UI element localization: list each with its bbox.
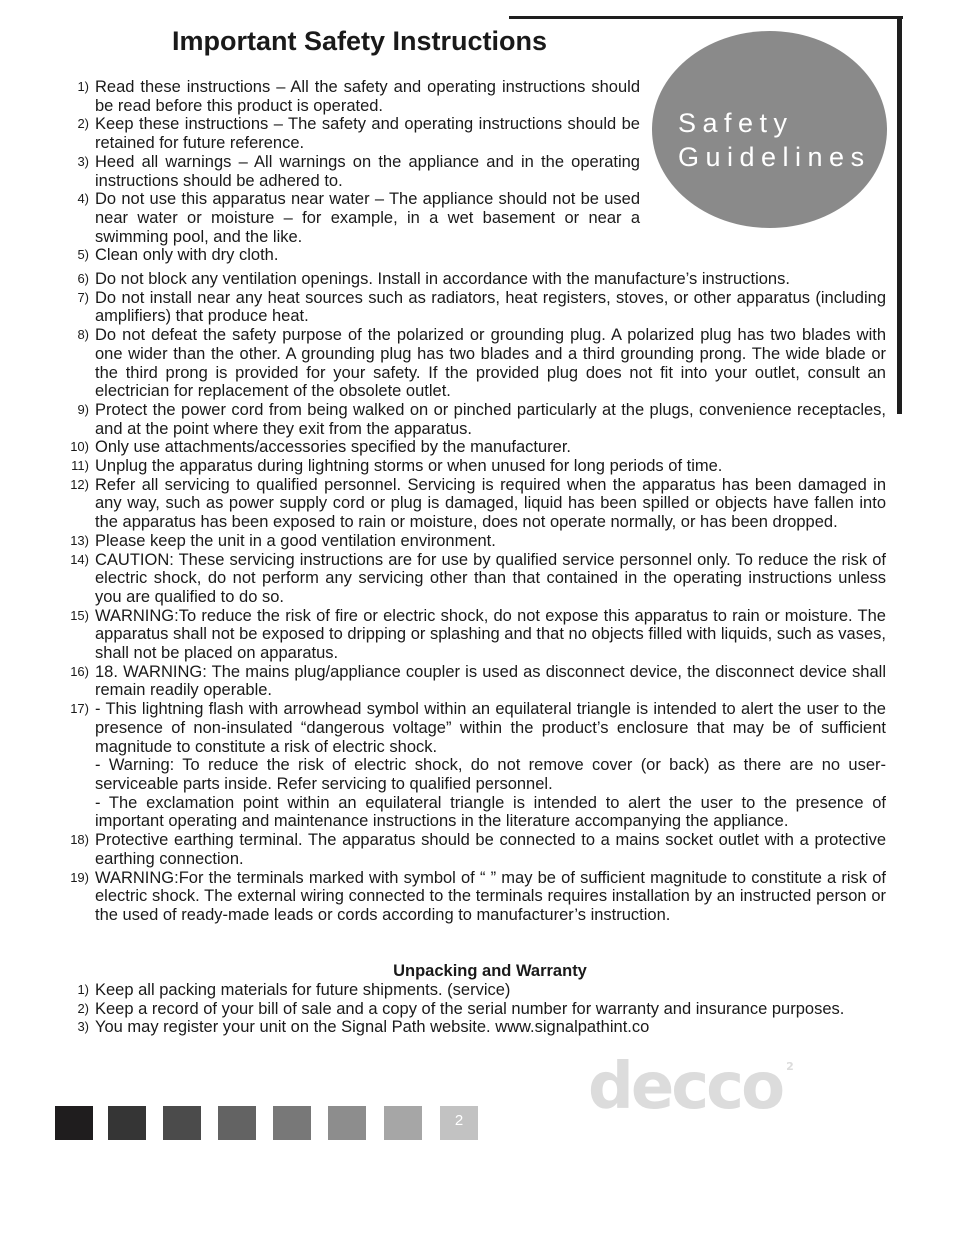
item-text [95,153,640,190]
list-item [0,981,900,1000]
item-paragraph: Read these instructions – All the safety and operating instructions should be read before this product is operated. [95,78,640,115]
item-text [95,270,886,289]
item-number: 13) [70,532,89,548]
list-item [0,438,900,457]
item-number: 10) [70,439,89,455]
item-text [95,115,640,152]
list-item [0,270,900,289]
item-paragraph: Protective earthing terminal. The apparatus should be connected to a mains socket outlet with a protective earthing connection. [95,831,886,868]
item-number: 2) [77,116,89,132]
item-text [95,1018,886,1037]
page-title: Important Safety Instructions [172,26,548,56]
item-paragraph: Do not block any ventilation openings. Install in accordance with the manufacture’s instructions. [95,270,790,288]
item-number: 3) [77,153,89,169]
item-number: 16) [70,663,89,679]
item-paragraph: Do not install near any heat sources such as radiators, heat registers, stoves, or other apparatus (including amplifiers) that produce heat. [95,288,886,326]
footer-square [328,1106,366,1140]
item-paragraph: Keep all packing materials for future shipments. (service) [95,981,511,999]
item-paragraph: Do not use this apparatus near water – The appliance should not be used near water or moisture – for example, in a wet basement or near a swimming pool, and the like. [95,190,640,246]
item-text [95,438,886,457]
list-item [0,78,900,115]
item-paragraph: Do not defeat the safety purpose of the polarized or grounding plug. A polarized plug has two blades with one wider than the other. A grounding plug has two blades and a third grounding prong. The wide blade or the third prong is provided for your safety. If the provided plug does not fit into your outlet, consult an electrician for replacement of the obsolete outlet. [95,326,886,401]
footer-square [163,1106,201,1140]
footer-squares [55,1106,485,1140]
list-item [0,476,900,532]
item-paragraph: Keep a record of your bill of sale and a copy of the serial number for warranty and insurance purposes. [95,999,845,1018]
item-paragraph: WARNING:For the terminals marked with symbol of “ ” may be of sufficient magnitude to constitute a risk of electric shock. The external wiring connected to the terminals requires installation by an instructed person or the used of ready-made leads or cords according to manufacturer’s instruction. [95,868,886,924]
item-text [95,551,886,607]
item-number: 6) [77,271,89,286]
item-paragraph: WARNING:To reduce the risk of fire or electric shock, do not expose this apparatus to rain or moisture. The apparatus shall not be exposed to dripping or splashing and that no objects filled with liquids, such as vases, shall not be placed on apparatus. [95,606,886,663]
list-item [0,289,900,326]
item-paragraph: - This lightning flash with arrowhead symbol within an equilateral triangle is intended to alert the user to the presence of non-insulated “dangerous voltage” within the product’s enclosure that may be of sufficient magnitude to constitute a risk of electric shock. [95,700,886,756]
item-paragraph: - Warning: To reduce the risk of electric shock, do not remove cover (or back) as there are no user-serviceable parts inside. Refer servicing to qualified personnel. [95,756,886,793]
list-item [0,663,900,700]
item-number: 11) [71,458,89,474]
page-number: 2 [440,1106,478,1140]
list-item [0,700,900,831]
item-paragraph: Clean only with dry cloth. [95,246,279,265]
item-number: 1) [77,79,89,94]
item-paragraph: - The exclamation point within an equilateral triangle is intended to alert the user to the presence of important operating and maintenance instructions in the literature accompanying the appliance. [95,793,886,831]
item-paragraph: You may register your unit on the Signal Path website. www.signalpathint.co [95,1018,650,1037]
footer-square [218,1106,256,1140]
item-number: 4) [77,191,89,207]
item-paragraph: Protect the power cord from being walked on or pinched particularly at the plugs, convenience receptacles, and at the point where they exit from the apparatus. [95,400,886,438]
safety-list-narrow [0,78,900,265]
item-text [95,607,886,663]
item-paragraph: Keep these instructions – The safety and operating instructions should be retained for future reference. [95,115,640,153]
decco-logo [588,1050,794,1124]
unpacking-list [0,981,900,1037]
item-text [95,869,886,925]
item-number: 9) [77,401,89,417]
list-item [0,115,900,152]
list-item [0,532,900,551]
item-paragraph: Unplug the apparatus during lightning storms or when unused for long periods of time. [95,457,723,476]
list-item [0,831,900,868]
item-text [95,246,640,265]
list-item [0,869,900,925]
item-number: 7) [77,289,89,305]
list-item [0,326,900,401]
item-text [95,663,886,700]
item-number: 18) [70,832,89,848]
item-number: 17) [70,701,89,717]
item-text [95,326,886,401]
footer-square [55,1106,93,1140]
unpacking-heading: Unpacking and Warranty [393,962,587,980]
logo-text: decco [588,1050,783,1124]
item-text [95,78,640,115]
item-number: 2) [77,1000,89,1016]
item-number: 14) [70,551,89,567]
item-text [95,476,886,532]
item-text [95,1000,886,1019]
item-number: 19) [70,869,89,885]
item-text [95,190,640,246]
list-item [0,246,900,265]
badge-line-1: Safety [678,108,794,138]
list-item [0,153,900,190]
list-item [0,551,900,607]
item-paragraph: 18. WARNING: The mains plug/appliance coupler is used as disconnect device, the disconnect device shall remain readily operable. [95,662,886,700]
item-number: 15) [70,607,89,623]
logo-superscript: 2 [786,1060,794,1073]
item-paragraph: Heed all warnings – All warnings on the appliance and in the operating instructions should be adhered to. [95,152,640,190]
item-text [95,532,886,551]
item-number: 3) [77,1019,89,1035]
footer-square [384,1106,422,1140]
item-text [95,981,886,1000]
item-number: 8) [77,327,89,343]
item-paragraph: Refer all servicing to qualified personnel. Servicing is required when the apparatus has been damaged in any way, such as power supply cord or plug is damaged, liquid has been spilled or objects have fallen into the apparatus has been exposed to rain or moisture, does not operate normally, or has been dropped. [95,475,886,532]
frame-top-rule [509,16,903,19]
item-paragraph: Only use attachments/accessories specified by the manufacturer. [95,438,571,457]
item-number: 12) [70,476,89,492]
badge-line-2: Guidelines [678,142,871,172]
list-item [0,401,900,438]
footer-square [108,1106,146,1140]
list-item [0,1018,900,1037]
item-paragraph: CAUTION: These servicing instructions are for use by qualified service personnel only. To reduce the risk of electric shock, do not perform any servicing other than that contained in the operating instructions unless you are qualified to do so. [95,550,886,606]
item-number: 5) [77,247,89,263]
list-item [0,607,900,663]
safety-list-wide [0,270,900,925]
item-text [95,457,886,476]
item-text [95,700,886,831]
item-text [95,401,886,438]
list-item [0,190,900,246]
item-paragraph: Please keep the unit in a good ventilation environment. [95,531,496,550]
item-text [95,831,886,868]
item-text [95,289,886,326]
item-number: 1) [77,982,89,997]
list-item [0,457,900,476]
footer-square [273,1106,311,1140]
list-item [0,1000,900,1019]
